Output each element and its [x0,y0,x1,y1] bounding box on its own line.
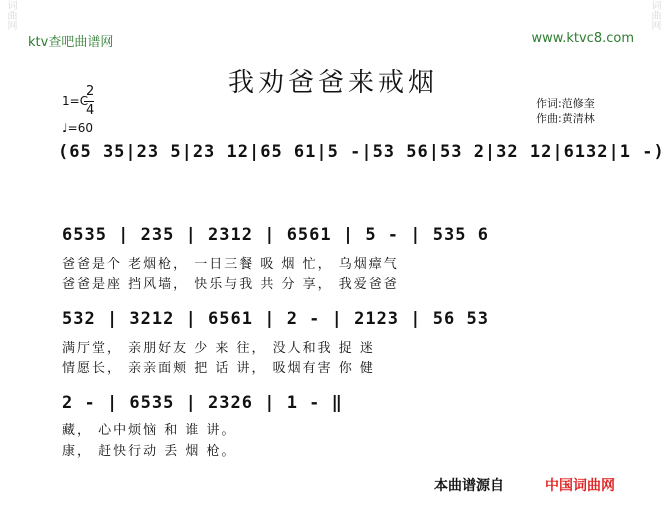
key-signature: 1=C [62,94,89,108]
notation-line-1: 6535 | 235 | 2312 | 6561 | 5 - | 535 6 [62,225,489,245]
time-signature-bottom: 4 [86,103,95,118]
lyric-line-1-verse-2: 爸爸是座 挡风墙， 快乐与我 共 分 享， 我爱爸爸 [62,277,399,292]
lyric-line-3-verse-1: 藏， 心中烦恼 和 谁 讲。 [62,423,237,438]
watermark-text: 词曲网 [649,0,660,30]
credits [536,96,595,126]
lyric-line-2-verse-1: 满厅堂， 亲朋好友 少 来 往， 没人和我 捉 迷 [62,341,375,356]
source-site-link[interactable]: 中国词曲网 [545,478,615,494]
time-signature-top: 2 [86,84,95,99]
lyricist: 作词:范修奎 [536,97,595,110]
lyric-line-2-verse-2: 情愿长， 亲亲面颊 把 话 讲， 吸烟有害 你 健 [62,361,375,376]
site-name-left: ktv查吧曲谱网 [28,35,114,50]
site-url-right: www.ktvc8.com [531,31,634,46]
time-signature-divider [84,101,94,102]
composer: 作曲:黄清林 [536,112,595,125]
notation-line-2: 532 | 3212 | 6561 | 2 - | 2123 | 56 53 [62,309,489,329]
watermark-text: 词曲网 [5,0,16,30]
tempo-marking: ♩=60 [62,121,93,135]
watermark-right [648,0,662,30]
source-label: 本曲谱源自 [434,478,504,494]
watermark-left [4,0,18,30]
lyric-line-3-verse-2: 康， 赶快行动 丢 烟 枪。 [62,444,237,459]
intro-notation: (65 35|23 5|23 12|65 61|5 -|53 56|53 2|32 12|6132|1 -) [58,142,665,162]
song-title: 我劝爸爸来戒烟 [227,68,438,98]
notation-line-3: 2 - | 6535 | 2326 | 1 - ‖ [62,393,343,413]
lyric-line-1-verse-1: 爸爸是个 老烟枪， 一日三餐 吸 烟 忙， 乌烟瘴气 [62,257,399,272]
